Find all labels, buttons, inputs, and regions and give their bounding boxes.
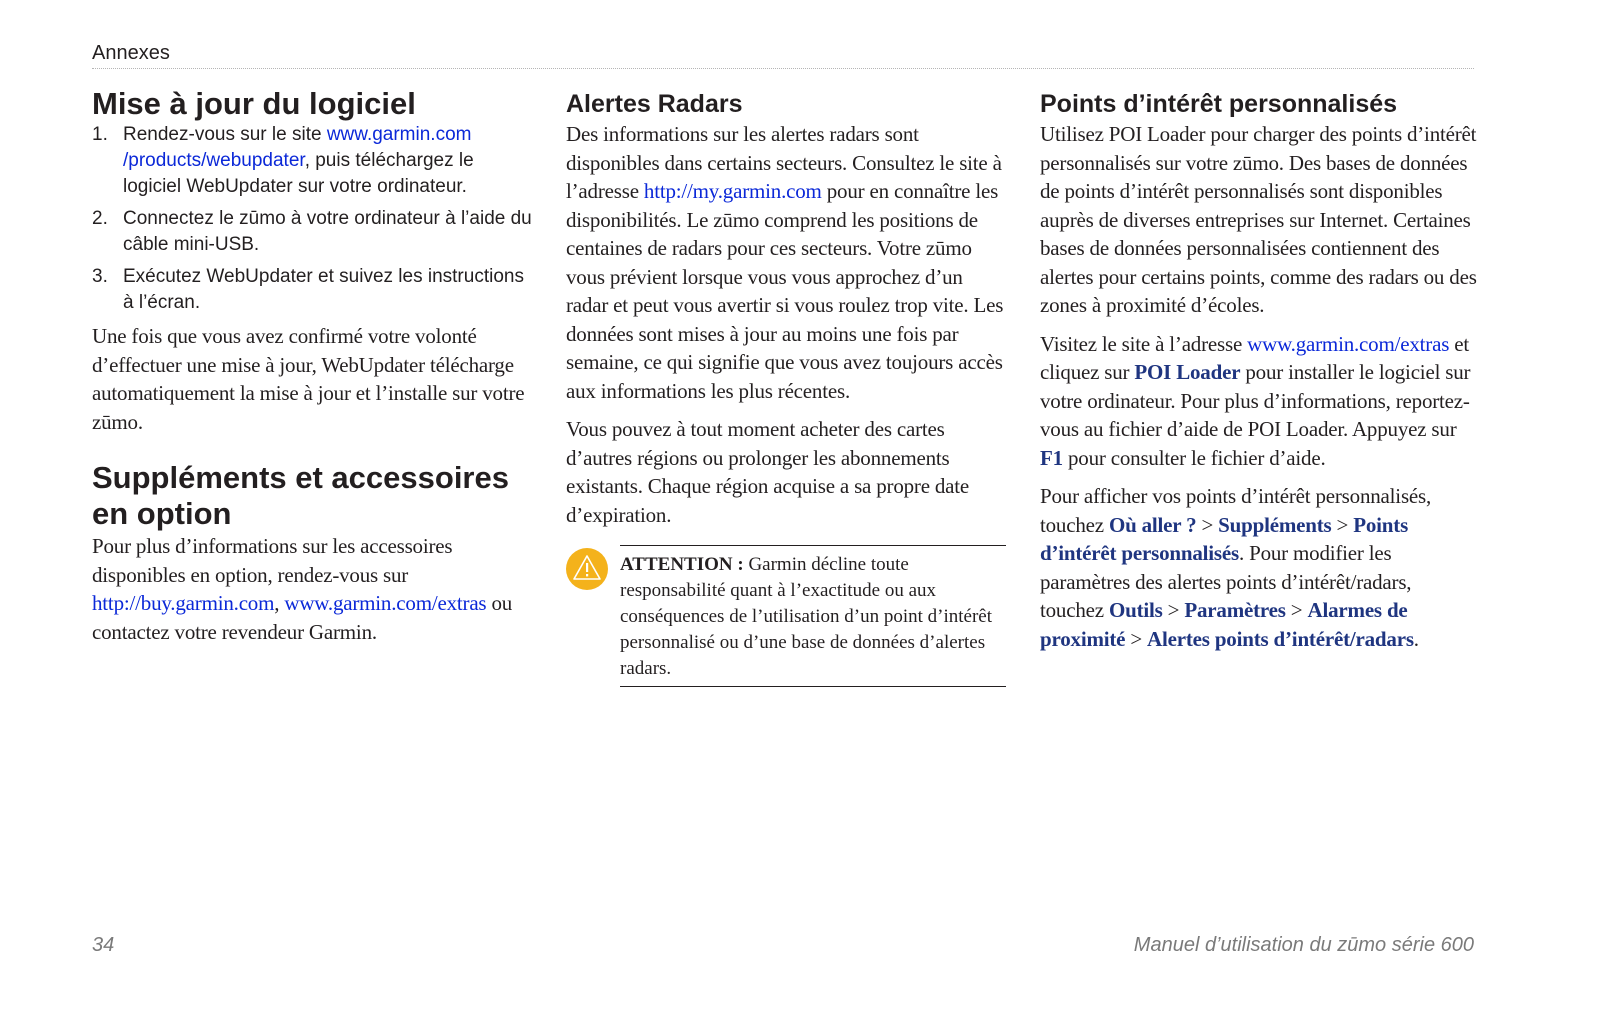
poi-text: . [1413,626,1419,651]
webupdater-link-part1[interactable]: www.garmin.com [326,124,472,145]
poi-paragraph-3 [1040,482,1478,653]
page-number: 34 [92,934,115,956]
step-number: 2. [92,208,108,229]
column-1 [92,86,537,656]
poi-text: et cliquez sur [1040,331,1470,384]
poi-title: Points d’intérêt personnalisés [1040,90,1398,118]
separator: , [274,591,285,615]
poi-paragraph-2 [1040,330,1478,473]
manual-title: Manuel d’utilisation du zūmo série 600 [1133,934,1474,956]
extras-link[interactable]: www.garmin.com/extras [284,591,487,615]
radar-paragraph-1 [566,120,1006,405]
caution-note [566,545,1006,687]
menu-custom-poi: Points d’intérêt personnalisés [1040,512,1409,565]
caution-label: ATTENTION : [620,554,744,575]
list-item [92,122,537,200]
poi-paragraph-1: Utilisez POI Loader pour charger des points d’intérêt personnalisés sur votre zūmo. Des bases de données de points d’intérêt personnalisés sont disponibles auprès de diverses entreprises sur Internet. Certaines bases de données personnalisées contiennent des alertes pour certains points, comme des radars ou des zones à proximité d’écoles. [1040,122,1477,317]
separator: > [1125,626,1148,651]
step-text: Connectez le zūmo à votre ordinateur à l’aide du câble mini-USB. [123,208,532,255]
menu-tools: Outils [1108,598,1163,622]
separator: > [1196,512,1219,537]
update-paragraph: Une fois que vous avez confirmé votre volonté d’effectuer une mise à jour, WebUpdater télécharge automatiquement la mise à jour et l’installe sur votre zūmo. [92,324,525,434]
f1-key: F1 [1040,445,1063,470]
poi-text: pour consulter le fichier d’aide. [1062,445,1326,470]
webupdater-link-part2[interactable]: /products/webupdater [123,150,305,171]
radar-text: Des informations sur les alertes radars sont disponibles dans certains secteurs. Consultez le site à l’adresse [566,122,1002,203]
caution-text: Garmin décline toute responsabilité quant à l’exactitude ou aux conséquences de l’utilisation d’un point d’intérêt personnalisé ou d’une base de données d’alertes radars. [620,554,992,679]
poi-text: Pour afficher vos points d’intérêt personnalisés, touchez [1040,484,1432,537]
warning-icon [566,548,608,590]
extras-link[interactable]: www.garmin.com/extras [1247,331,1450,356]
poi-text: pour installer le logiciel sur votre ordinateur. Pour plus d’informations, reportez-vous au fichier d’aide de POI Loader. Appuyez sur [1040,360,1471,441]
separator: > [1285,598,1308,622]
menu-extras: Suppléments [1218,512,1332,537]
menu-proximity-alarms: Alarmes de proximité [1040,598,1408,651]
update-title: Mise à jour du logiciel [92,86,416,121]
list-item [92,206,537,258]
my-garmin-link[interactable]: http://my.garmin.com [643,179,822,203]
buy-garmin-link[interactable]: http://buy.garmin.com [92,591,275,615]
menu-poi-alerts: Alertes points d’intérêt/radars [1147,626,1414,651]
running-header: Annexes [92,42,1474,69]
step-text: Rendez-vous sur le site [123,124,327,145]
radar-paragraph-2: Vous pouvez à tout moment acheter des cartes d’autres régions ou prolonger les abonnements existants. Chaque région acquise a sa propre date d’expiration. [566,417,970,527]
step-number: 1. [92,124,108,145]
accessories-text: Pour plus d’informations sur les accessoires disponibles en option, rendez-vous sur [92,534,453,587]
column-3 [1040,86,1478,663]
step-text: , puis téléchargez le logiciel WebUpdater sur votre ordinateur. [123,150,474,197]
step-text: Exécutez WebUpdater et suivez les instructions à l’écran. [123,266,524,313]
radar-text-end: pour en connaître les disponibilités. Le zūmo comprend les positions de centaines de radars pour ces secteurs. Votre zūmo vous prévient lorsque vous vous approchez d’un radar et peut vous avertir si vous roulez trop vite. Les données sont mises à jour au moins une fois par semaine, ce qui signifie que vous avez toujours accès aux informations les plus récentes. [566,179,1004,403]
menu-where-to: Où aller ? [1108,512,1197,537]
accessories-paragraph [92,532,537,646]
separator: > [1162,598,1185,622]
update-steps [92,122,537,316]
caution-box [620,545,1006,687]
accessories-text-end: ou contactez votre revendeur Garmin. [92,591,513,644]
column-2 [566,86,1006,687]
separator: > [1331,512,1354,537]
poi-text: Visitez le site à l’adresse [1040,331,1248,356]
poi-loader-command: POI Loader [1134,360,1241,384]
menu-settings: Paramètres [1184,598,1286,622]
radar-title: Alertes Radars [566,90,743,118]
accessories-title: Suppléments et accessoires en option [92,460,509,531]
step-number: 3. [92,266,108,287]
list-item [92,264,537,316]
poi-text: . Pour modifier les paramètres des alertes points d’intérêt/radars, touchez [1040,541,1412,622]
